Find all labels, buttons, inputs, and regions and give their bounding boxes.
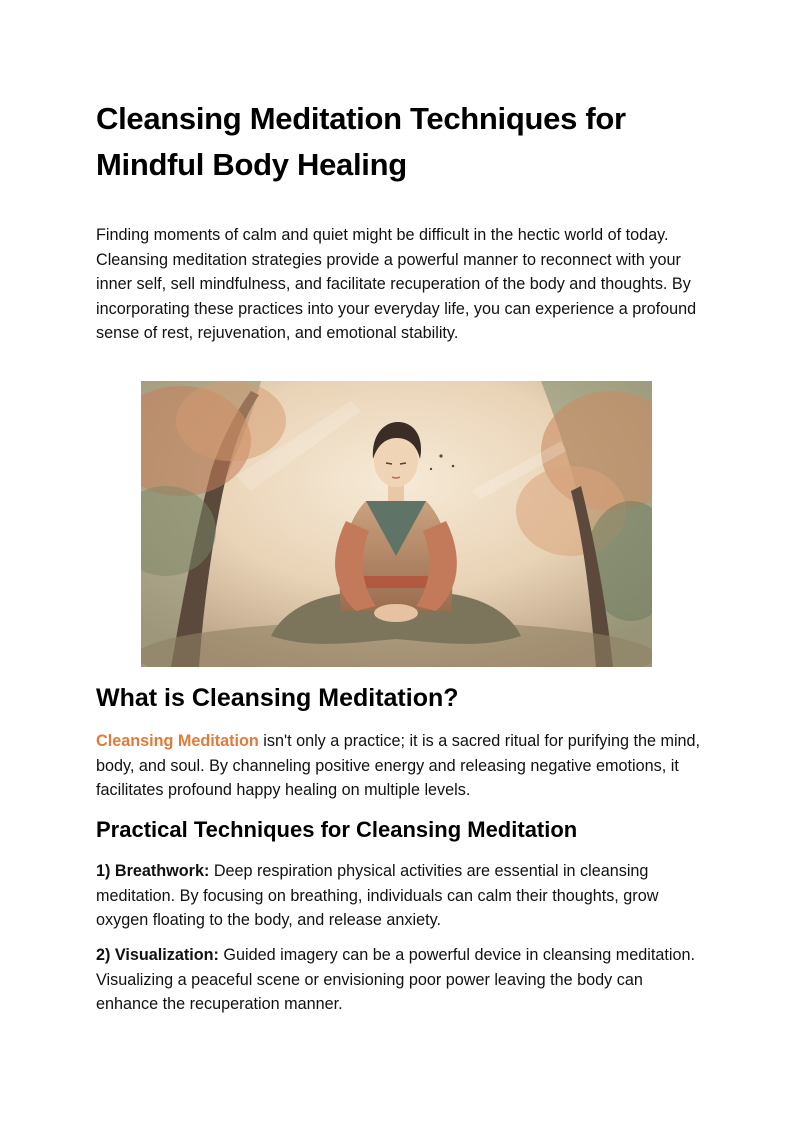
technique-item: [96, 943, 704, 1017]
what-paragraph: [96, 729, 704, 803]
intro-paragraph: Finding moments of calm and quiet might be difficult in the hectic world of today. Cleansing meditation strategies provide a powerful manner to reconnect with your inner self, sell mindfulness, and facilitate recuperation of the body and thoughts. By incorporating these practices into your everyday life, you can experience a profound sense of rest, rejuvenation, and emotional stability.: [96, 226, 697, 342]
cleansing-meditation-link[interactable]: Cleansing Meditation: [96, 732, 259, 750]
technique-item: [96, 859, 704, 933]
technique-text: Guided imagery can be a powerful device in cleansing meditation. Visualizing a peaceful scene or envisioning poor power leaving the body can enhance the recuperation manner.: [96, 946, 695, 1013]
technique-text: Deep respiration physical activities are essential in cleansing meditation. By focusing on breathing, individuals can calm their thoughts, grow oxygen floating to the body, and release anxiety.: [96, 862, 659, 929]
section-heading-practical: Practical Techniques for Cleansing Meditation: [96, 817, 578, 842]
what-paragraph-text: isn't only a practice; it is a sacred ritual for purifying the mind, body, and soul. By channeling positive energy and releasing negative emotions, it facilitates profound happy healing on multiple levels.: [96, 732, 701, 799]
page-title: Cleansing Meditation Techniques for Mindful Body Healing: [96, 101, 626, 182]
technique-label: 1) Breathwork:: [96, 862, 210, 880]
section-heading-what: What is Cleansing Meditation?: [96, 684, 459, 712]
technique-label: 2) Visualization:: [96, 946, 219, 964]
hero-image: [141, 381, 652, 667]
